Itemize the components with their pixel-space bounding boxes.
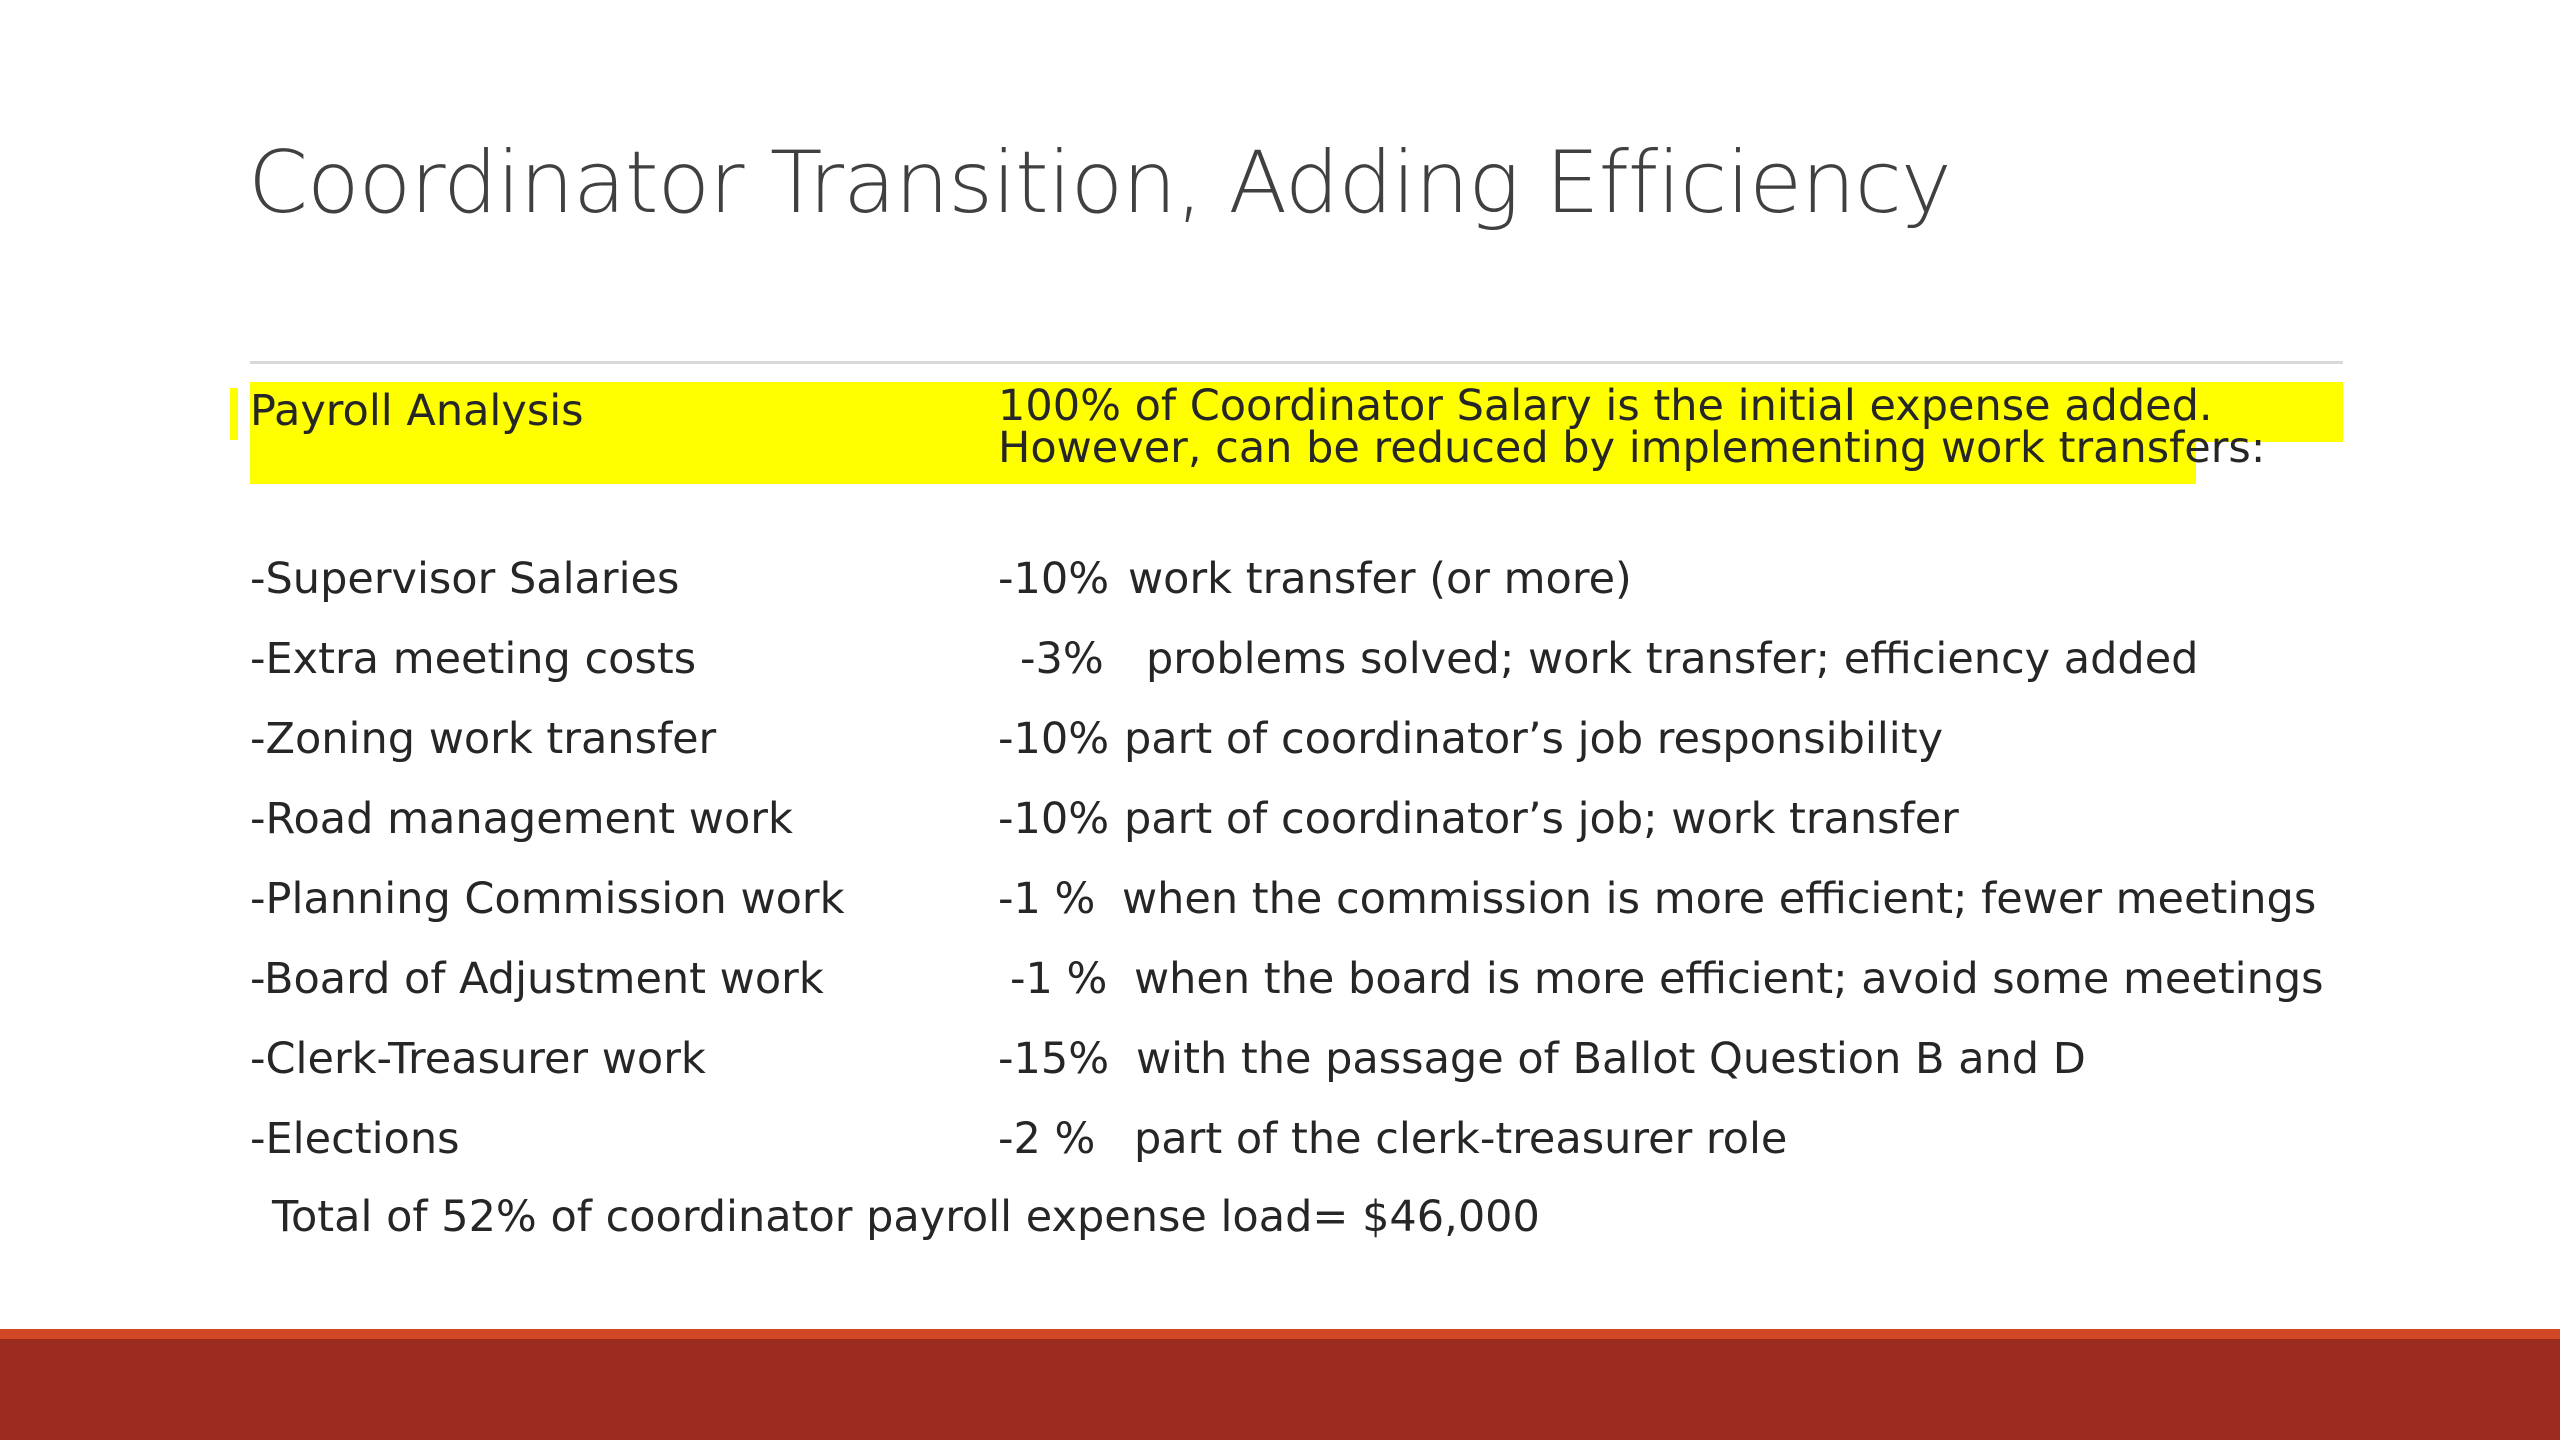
item-name: -Planning Commission work — [250, 874, 845, 924]
total-summary: Total of 52% of coordinator payroll expense load= $46,000 — [272, 1192, 1540, 1242]
item-name: -Clerk-Treasurer work — [250, 1034, 706, 1084]
list-item — [250, 545, 2350, 625]
item-name: -Supervisor Salaries — [250, 554, 680, 604]
item-name: -Zoning work transfer — [250, 714, 717, 764]
item-name: -Board of Adjustment work — [250, 954, 824, 1004]
item-name: -Extra meeting costs — [250, 634, 697, 684]
title-divider — [250, 361, 2343, 364]
item-description: problems solved; work transfer; efficiency added — [1146, 634, 2199, 684]
list-item — [250, 1105, 2350, 1185]
highlight-mark — [230, 388, 238, 440]
work-transfer-list — [250, 545, 2350, 1185]
item-description: with the passage of Ballot Question B and D — [1136, 1034, 2086, 1084]
description-line-2: However, can be reduced by implementing work transfers: — [998, 423, 2266, 473]
item-percentage: -15% — [998, 1034, 1110, 1084]
list-item — [250, 625, 2350, 705]
item-percentage: -10% — [998, 714, 1110, 764]
item-percentage: -1 % — [1010, 954, 1108, 1004]
payroll-analysis-label: Payroll Analysis — [250, 386, 584, 436]
item-description: part of coordinator’s job; work transfer — [1124, 794, 1959, 844]
item-percentage: -10% — [998, 794, 1110, 844]
item-description: when the board is more efficient; avoid some meetings — [1134, 954, 2324, 1004]
payroll-analysis-description — [998, 381, 2266, 473]
list-item — [250, 945, 2350, 1025]
item-description: work transfer (or more) — [1128, 554, 1632, 604]
item-name: -Elections — [250, 1114, 460, 1164]
list-item — [250, 865, 2350, 945]
item-name: -Road management work — [250, 794, 793, 844]
list-item — [250, 705, 2350, 785]
item-description: part of the clerk-treasurer role — [1134, 1114, 1788, 1164]
item-percentage: -10% — [998, 554, 1110, 604]
item-percentage: -3% — [1020, 634, 1104, 684]
item-description: part of coordinator’s job responsibility — [1124, 714, 1944, 764]
list-item — [250, 785, 2350, 865]
item-percentage: -1 % — [998, 874, 1096, 924]
footer-accent-line — [0, 1329, 2560, 1339]
footer-band — [0, 1339, 2560, 1440]
item-description: when the commission is more efficient; fewer meetings — [1122, 874, 2317, 924]
list-item — [250, 1025, 2350, 1105]
item-percentage: -2 % — [998, 1114, 1096, 1164]
description-line-1: 100% of Coordinator Salary is the initial expense added. — [998, 381, 2213, 431]
slide-title: Coordinator Transition, Adding Efficiency — [248, 133, 1951, 233]
